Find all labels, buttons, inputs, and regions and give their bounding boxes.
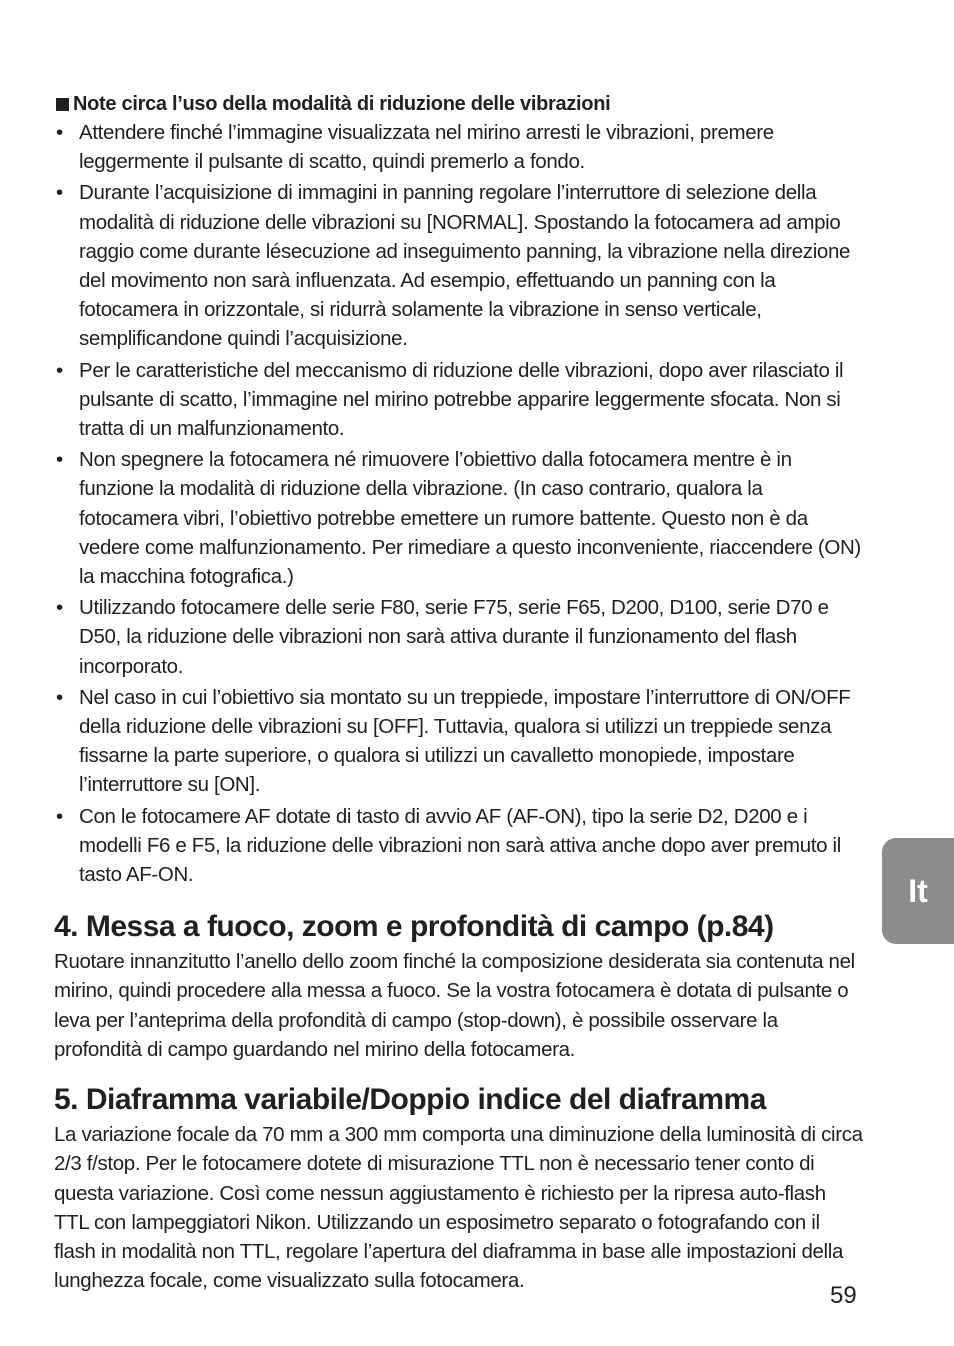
section-5-title: 5. Diaframma variabile/Doppio indice del diaframma (54, 1083, 766, 1117)
list-item-text: Attendere finché l’immagine visualizzata nel mirino arresti le vibrazioni, premere leggermente il pulsante di scatto, quindi premerlo a fondo. (79, 121, 774, 174)
bullet-icon: • (56, 685, 63, 709)
list-item-text: Con le fotocamere AF dotate di tasto di avvio AF (AF-ON), tipo la serie D2, D200 e i modelli F6 e F5, la riduzione delle vibrazioni non sarà attiva anche dopo aver premuto il tasto AF-ON. (79, 804, 841, 887)
language-tab-label: It (908, 872, 928, 909)
note-heading (54, 90, 864, 118)
bullet-icon: • (56, 358, 63, 382)
square-bullet-icon (56, 98, 69, 111)
language-tab (882, 838, 954, 944)
bullet-icon: • (56, 804, 63, 828)
bullet-icon: • (56, 596, 63, 620)
bullet-icon: • (56, 121, 63, 144)
list-item-text: Utilizzando fotocamere delle serie F80, serie F75, serie F65, D200, D100, serie D70 e D50, la riduzione delle vibrazioni non sarà attiva durante il funzionamento del flash incorporato. (79, 596, 829, 678)
list-item-text: Per le caratteristiche del meccanismo di riduzione delle vibrazioni, dopo aver rilasciato il pulsante di scatto, l’immagine nel mirino potrebbe apparire leggermente sfocata. Non si tratta di un malfunzionamento. (79, 358, 844, 441)
bullet-icon: • (56, 181, 63, 205)
list-item (54, 593, 864, 681)
list-item (54, 118, 864, 176)
page-number: 59 (830, 1282, 857, 1309)
list-item (54, 445, 864, 591)
list-item-text: Nel caso in cui l’obiettivo sia montato su un treppiede, impostare l’interruttore di ON/OFF della riduzione delle vibrazioni su [OFF]. Tuttavia, qualora si utilizzi un treppiede senza fissarne la parte superiore, o qualora si utilizzi un cavalletto monopiede, impostare l’interruttore su [ON]. (79, 685, 851, 797)
list-item (54, 178, 864, 353)
list-item-text: Non spegnere la fotocamera né rimuovere l’obiettivo dalla fotocamera mentre è in funzione la modalità di riduzione della vibrazione. (In caso contrario, qualora la fotocamera vibri, l’obiettivo potrebbe emettere un rumore battente. Questo non è da vedere come malfunzionamento. Per rimediare a questo inconveniente, riaccendere (ON) la macchina fotografica.) (79, 448, 861, 589)
page-content (54, 90, 864, 1295)
section-4-title: 4. Messa a fuoco, zoom e profondità di campo (p.84) (54, 910, 774, 944)
section-4-body: Ruotare innanzitutto l’anello dello zoom finché la composizione desiderata sia contenuta nel mirino, quindi procedere alla messa a fuoco. Se la vostra fotocamera è dotata di pulsante o leva per l’anteprima della profondità di campo (stop-down), è possibile osservare la profondità di campo guardando nel mirino della fotocamera. (54, 950, 855, 1061)
list-item (54, 683, 864, 800)
list-item (54, 802, 864, 890)
section-5-body: La variazione focale da 70 mm a 300 mm comporta una diminuzione della luminosità di circa 2/3 f/stop. Per le fotocamere dotete di misurazione TTL non è necessario tener conto di questa variazione. Così come nessun aggiustamento è richiesto per la ripresa auto-flash TTL con lampeggiatori Nikon. Utilizzando un esposimetro separato o fotografando con il flash in modalità non TTL, regolare l’apertura del diaframma in base alle impostazioni della lunghezza focale, come visualizzato sulla fotocamera. (54, 1123, 863, 1293)
list-item (54, 356, 864, 444)
note-heading-text: Note circa l’uso della modalità di riduzione delle vibrazioni (73, 93, 611, 115)
bullet-icon: • (56, 448, 63, 472)
list-item-text: Durante l’acquisizione di immagini in panning regolare l’interruttore di selezione della modalità di riduzione delle vibrazioni su [NORMAL]. Spostando la fotocamera ad ampio raggio come durante lésecuzione ad inseguimento panning, la vibrazione nella direzione del movimento non sarà influenzata. Ad esempio, effettuando un panning con la fotocamera in orizzontale, si ridurrà solamente la vibrazione in senso verticale, semplificandone quindi l’acquisizione. (79, 181, 851, 351)
note-bullet-list (54, 118, 864, 889)
